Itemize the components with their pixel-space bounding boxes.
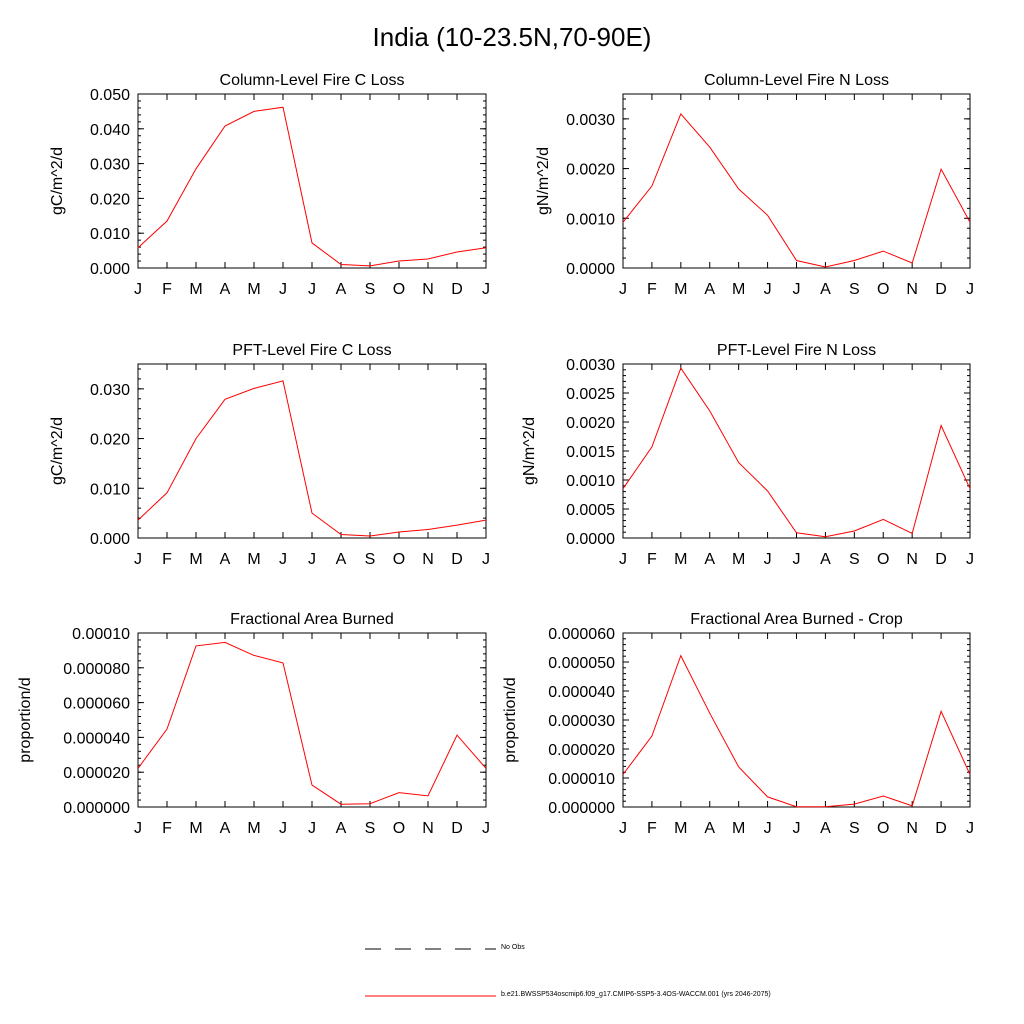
x-tick-label: J — [966, 551, 974, 568]
x-tick-label: A — [219, 281, 231, 298]
x-tick-label: F — [647, 820, 657, 837]
panel-1 — [49, 72, 490, 298]
x-tick-label: J — [134, 551, 142, 568]
y-tick-label: 0.0010 — [566, 211, 615, 229]
y-tick-label: 0.000060 — [548, 626, 615, 643]
x-tick-label: D — [935, 281, 947, 298]
series-line — [623, 368, 970, 537]
x-tick-label: N — [422, 551, 434, 568]
x-tick-label: D — [451, 551, 463, 568]
panel-title: PFT-Level Fire N Loss — [716, 342, 877, 359]
x-tick-label: M — [247, 551, 261, 568]
y-tick-label: 0.000040 — [63, 730, 130, 748]
x-tick-label: A — [335, 281, 347, 298]
x-tick-label: S — [364, 551, 376, 568]
x-tick-label: J — [279, 551, 287, 568]
plot-frame — [623, 94, 970, 268]
x-tick-label: J — [308, 551, 316, 568]
panel-2 — [535, 72, 974, 298]
y-axis-label: gC/m^2/d — [49, 147, 66, 215]
y-tick-label: 0.0030 — [566, 111, 615, 129]
y-axis-label: gN/m^2/d — [535, 147, 552, 215]
x-tick-label: O — [877, 820, 890, 837]
plot-frame — [623, 633, 970, 807]
x-tick-label: J — [763, 551, 772, 568]
x-tick-label: O — [877, 551, 890, 568]
x-tick-label: N — [906, 551, 918, 568]
x-tick-label: J — [279, 820, 287, 837]
y-tick-label: 0.000020 — [548, 742, 615, 759]
y-tick-label: 0.050 — [89, 87, 130, 104]
x-tick-label: F — [647, 281, 657, 298]
x-tick-label: S — [364, 820, 376, 837]
y-tick-label: 0.0015 — [566, 444, 615, 461]
y-axis-label: proportion/d — [502, 677, 519, 763]
panel-title: PFT-Level Fire C Loss — [232, 342, 392, 359]
x-tick-label: O — [392, 820, 406, 837]
plot-frame — [138, 633, 486, 807]
x-tick-label: D — [451, 281, 463, 298]
y-tick-label: 0.0000 — [566, 261, 615, 278]
x-tick-label: J — [792, 281, 801, 298]
y-tick-label: 0.000020 — [63, 765, 130, 783]
y-tick-label: 0.000000 — [548, 800, 615, 817]
x-tick-label: A — [704, 551, 716, 568]
y-tick-label: 0.030 — [89, 381, 130, 399]
x-tick-label: N — [906, 281, 918, 298]
y-tick-label: 0.0010 — [566, 473, 615, 490]
x-tick-label: J — [792, 551, 801, 568]
x-tick-label: N — [906, 820, 918, 837]
x-tick-label: J — [619, 820, 627, 837]
series-line — [623, 114, 970, 267]
x-tick-label: S — [364, 281, 376, 298]
series-line — [138, 642, 486, 804]
x-tick-label: J — [763, 820, 772, 837]
x-tick-label: M — [189, 281, 203, 298]
y-tick-label: 0.000060 — [63, 695, 130, 713]
x-tick-label: O — [877, 281, 890, 298]
x-tick-label: M — [674, 551, 688, 568]
panel-title: Fractional Area Burned — [230, 611, 394, 628]
panel-title: Fractional Area Burned - Crop — [690, 611, 903, 628]
y-tick-label: 0.000050 — [548, 655, 615, 672]
x-tick-label: D — [935, 551, 947, 568]
x-tick-label: M — [732, 820, 746, 837]
x-tick-label: A — [219, 820, 231, 837]
x-tick-label: M — [732, 281, 746, 298]
series-line — [623, 656, 970, 807]
panel-6 — [502, 611, 974, 837]
x-tick-label: J — [482, 820, 490, 837]
y-tick-label: 0.0020 — [566, 415, 615, 432]
x-tick-label: J — [482, 551, 490, 568]
x-tick-label: A — [820, 820, 831, 837]
y-axis-label: gC/m^2/d — [49, 417, 66, 485]
x-tick-label: J — [308, 281, 316, 298]
x-tick-label: J — [279, 281, 287, 298]
x-tick-label: J — [619, 281, 627, 298]
y-tick-label: 0.010 — [89, 226, 130, 244]
x-tick-label: J — [308, 820, 316, 837]
x-tick-label: S — [848, 551, 860, 568]
y-tick-label: 0.00010 — [72, 626, 130, 643]
legend-label-model-run: b.e21.BWSSP534oscmip6.f09_g17.CMIP6-SSP5-3.4OS-WACCM.001 (yrs 2046-2075) — [501, 991, 771, 998]
x-tick-label: J — [619, 551, 627, 568]
x-tick-label: M — [674, 820, 688, 837]
y-tick-label: 0.000 — [89, 261, 130, 278]
x-tick-label: A — [335, 551, 347, 568]
y-tick-label: 0.030 — [89, 156, 130, 174]
x-tick-label: F — [162, 551, 172, 568]
y-tick-label: 0.010 — [89, 481, 130, 499]
x-tick-label: N — [422, 281, 434, 298]
x-tick-label: F — [162, 820, 172, 837]
x-tick-label: A — [335, 820, 347, 837]
panel-3 — [49, 342, 490, 568]
y-tick-label: 0.000010 — [548, 771, 615, 788]
y-tick-label: 0.040 — [89, 121, 130, 139]
panel-title: Column-Level Fire C Loss — [219, 72, 405, 89]
y-tick-label: 0.0030 — [566, 357, 615, 374]
panel-5 — [17, 611, 490, 837]
y-tick-label: 0.0020 — [566, 161, 615, 179]
x-tick-label: J — [134, 820, 142, 837]
x-tick-label: M — [674, 281, 688, 298]
x-tick-label: A — [219, 551, 231, 568]
y-axis-label: proportion/d — [17, 677, 34, 763]
x-tick-label: J — [763, 281, 772, 298]
y-tick-label: 0.0025 — [566, 386, 615, 403]
figure-title: India (10-23.5N,70-90E) — [372, 22, 652, 52]
panel-4 — [521, 342, 974, 568]
x-tick-label: M — [189, 820, 203, 837]
y-tick-label: 0.020 — [89, 431, 130, 449]
x-tick-label: J — [792, 820, 801, 837]
y-tick-label: 0.000000 — [63, 800, 130, 817]
x-tick-label: A — [704, 281, 716, 298]
x-tick-label: D — [451, 820, 463, 837]
series-line — [138, 381, 486, 536]
x-tick-label: A — [820, 551, 831, 568]
x-tick-label: O — [392, 551, 406, 568]
y-tick-label: 0.0005 — [566, 502, 615, 519]
x-tick-label: M — [247, 281, 261, 298]
x-tick-label: N — [422, 820, 434, 837]
x-tick-label: M — [189, 551, 203, 568]
x-tick-label: J — [482, 281, 490, 298]
x-tick-label: A — [820, 281, 831, 298]
series-line — [138, 107, 486, 266]
y-tick-label: 0.020 — [89, 191, 130, 209]
panel-title: Column-Level Fire N Loss — [704, 72, 889, 89]
y-axis-label: gN/m^2/d — [521, 417, 538, 485]
legend — [365, 949, 496, 996]
x-tick-label: D — [935, 820, 947, 837]
x-tick-label: S — [848, 281, 860, 298]
x-tick-label: J — [134, 281, 142, 298]
y-tick-label: 0.000030 — [548, 713, 615, 730]
x-tick-label: A — [704, 820, 716, 837]
y-tick-label: 0.000 — [89, 531, 130, 548]
x-tick-label: M — [247, 820, 261, 837]
x-tick-label: F — [647, 551, 657, 568]
x-tick-label: F — [162, 281, 172, 298]
y-tick-label: 0.000040 — [548, 684, 615, 701]
x-tick-label: J — [966, 820, 974, 837]
y-tick-label: 0.0000 — [566, 531, 615, 548]
x-tick-label: M — [732, 551, 746, 568]
y-tick-label: 0.000080 — [63, 660, 130, 678]
x-tick-label: O — [392, 281, 406, 298]
x-tick-label: J — [966, 281, 974, 298]
legend-label-no-obs: No Obs — [501, 944, 525, 951]
x-tick-label: S — [848, 820, 860, 837]
